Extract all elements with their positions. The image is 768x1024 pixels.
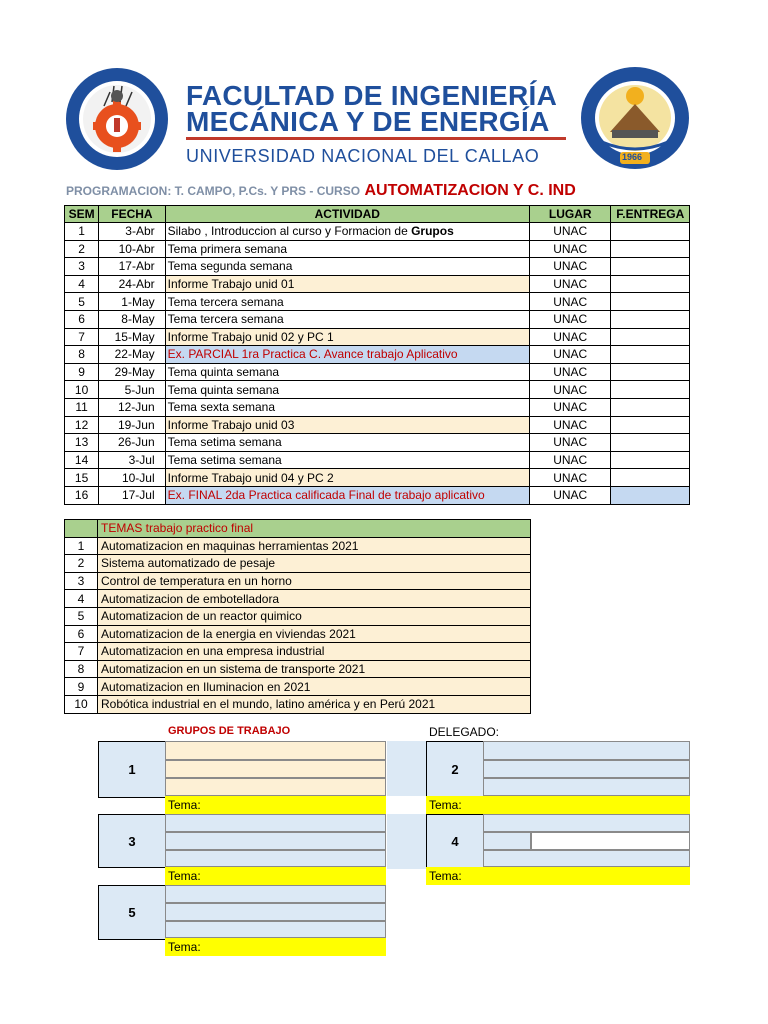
actividad-cell bbox=[165, 434, 529, 452]
group-3-member-slot[interactable] bbox=[165, 850, 386, 867]
actividad-text: Informe Trabajo unid 04 y PC 2 bbox=[167, 470, 334, 485]
fecha-cell: 26-Jun bbox=[99, 434, 165, 452]
actividad-text: Tema setima semana bbox=[167, 435, 282, 450]
actividad-text: Tema segunda semana bbox=[167, 259, 293, 274]
fentrega-cell[interactable] bbox=[611, 451, 690, 469]
group-3-tema[interactable]: Tema: bbox=[165, 867, 386, 885]
lugar-cell: UNAC bbox=[529, 486, 611, 504]
groups-title: GRUPOS DE TRABAJO bbox=[168, 725, 291, 737]
university-subtitle: UNIVERSIDAD NACIONAL DEL CALLAO bbox=[186, 146, 540, 166]
group-4-member-slot[interactable] bbox=[483, 850, 690, 867]
fentrega-cell[interactable] bbox=[611, 434, 690, 452]
group-5-member-slot[interactable] bbox=[165, 921, 386, 938]
fecha-cell: 19-Jun bbox=[99, 416, 165, 434]
group-2-number: 2 bbox=[426, 741, 484, 798]
actividad-cell bbox=[165, 363, 529, 381]
topic-number: 5 bbox=[65, 607, 98, 625]
schedule-row bbox=[65, 240, 690, 258]
topic-row bbox=[65, 643, 531, 661]
topics-header: TEMAS trabajo practico final bbox=[98, 520, 531, 538]
fecha-cell: 24-Abr bbox=[99, 275, 165, 293]
lugar-cell: UNAC bbox=[529, 223, 611, 241]
topics-table bbox=[64, 519, 531, 714]
fentrega-cell[interactable] bbox=[611, 363, 690, 381]
schedule-row bbox=[65, 434, 690, 452]
group-1-tema[interactable]: Tema: bbox=[165, 796, 386, 814]
actividad-text: Informe Trabajo unid 01 bbox=[167, 277, 295, 292]
actividad-cell bbox=[165, 398, 529, 416]
actividad-text: Tema quinta semana bbox=[167, 365, 280, 380]
topic-number: 4 bbox=[65, 590, 98, 608]
topic-row bbox=[65, 537, 531, 555]
fecha-cell: 10-Jul bbox=[99, 469, 165, 487]
col-sem: SEM bbox=[65, 206, 99, 223]
topic-number: 7 bbox=[65, 643, 98, 661]
schedule-row bbox=[65, 223, 690, 241]
lugar-cell: UNAC bbox=[529, 328, 611, 346]
schedule-row bbox=[65, 381, 690, 399]
col-lugar: LUGAR bbox=[529, 206, 611, 223]
fentrega-cell[interactable] bbox=[611, 293, 690, 311]
actividad-text: Tema tercera semana bbox=[167, 294, 284, 309]
topic-row bbox=[65, 555, 531, 573]
lugar-cell: UNAC bbox=[529, 363, 611, 381]
fecha-cell: 1-May bbox=[99, 293, 165, 311]
sem-cell: 11 bbox=[65, 398, 99, 416]
lugar-cell: UNAC bbox=[529, 381, 611, 399]
fentrega-cell[interactable] bbox=[611, 486, 690, 504]
schedule-row bbox=[65, 346, 690, 364]
schedule-row bbox=[65, 275, 690, 293]
sem-cell: 13 bbox=[65, 434, 99, 452]
actividad-cell bbox=[165, 451, 529, 469]
col-fentrega: F.ENTREGA bbox=[611, 206, 690, 223]
schedule-table bbox=[64, 205, 690, 505]
schedule-header-row bbox=[65, 206, 690, 223]
faculty-title-line2: MECÁNICA Y DE ENERGÍA bbox=[186, 106, 550, 137]
fecha-cell: 12-Jun bbox=[99, 398, 165, 416]
group-5-member-slot[interactable] bbox=[165, 885, 386, 903]
actividad-cell bbox=[165, 240, 529, 258]
actividad-text: Ex. FINAL 2da Practica calificada Final de trabajo aplicativo bbox=[167, 488, 485, 503]
header-divider bbox=[186, 137, 566, 140]
actividad-text: Tema setima semana bbox=[167, 453, 282, 468]
sem-cell: 12 bbox=[65, 416, 99, 434]
program-line bbox=[66, 182, 576, 200]
fecha-cell: 3-Abr bbox=[99, 223, 165, 241]
fentrega-cell[interactable] bbox=[611, 398, 690, 416]
fecha-cell: 29-May bbox=[99, 363, 165, 381]
sem-cell: 4 bbox=[65, 275, 99, 293]
actividad-cell bbox=[165, 346, 529, 364]
schedule-row bbox=[65, 416, 690, 434]
topic-text: Automatizacion en Iluminacion en 2021 bbox=[98, 678, 531, 696]
lugar-cell: UNAC bbox=[529, 398, 611, 416]
sem-cell: 10 bbox=[65, 381, 99, 399]
lugar-cell: UNAC bbox=[529, 275, 611, 293]
topic-number: 10 bbox=[65, 695, 98, 713]
lugar-cell: UNAC bbox=[529, 240, 611, 258]
topics-header-blank bbox=[65, 520, 98, 538]
actividad-bold-text: Grupos bbox=[411, 224, 454, 239]
group-4-member-slot[interactable] bbox=[531, 832, 690, 850]
fentrega-cell[interactable] bbox=[611, 469, 690, 487]
sem-cell: 5 bbox=[65, 293, 99, 311]
topic-row bbox=[65, 590, 531, 608]
schedule-row bbox=[65, 310, 690, 328]
topic-number: 2 bbox=[65, 555, 98, 573]
lugar-cell: UNAC bbox=[529, 293, 611, 311]
right-university-seal bbox=[580, 66, 690, 170]
group-spacer-1 bbox=[387, 741, 426, 796]
actividad-text: Tema primera semana bbox=[167, 241, 288, 256]
lugar-cell: UNAC bbox=[529, 434, 611, 452]
topic-text: Automatizacion de un reactor quimico bbox=[98, 607, 531, 625]
sem-cell: 15 bbox=[65, 469, 99, 487]
sem-cell: 3 bbox=[65, 258, 99, 276]
lugar-cell: UNAC bbox=[529, 451, 611, 469]
topic-text: Automatizacion en un sistema de transporte 2021 bbox=[98, 660, 531, 678]
topic-row bbox=[65, 572, 531, 590]
fecha-cell: 5-Jun bbox=[99, 381, 165, 399]
actividad-cell bbox=[165, 416, 529, 434]
fecha-cell: 10-Abr bbox=[99, 240, 165, 258]
actividad-cell bbox=[165, 293, 529, 311]
topic-text: Automatizacion de la energia en viviendas 2021 bbox=[98, 625, 531, 643]
group-1-member-slot[interactable] bbox=[165, 760, 386, 778]
sem-cell: 8 bbox=[65, 346, 99, 364]
fentrega-cell[interactable] bbox=[611, 310, 690, 328]
group-2-member-slot[interactable] bbox=[483, 760, 690, 778]
actividad-cell bbox=[165, 258, 529, 276]
topic-number: 1 bbox=[65, 537, 98, 555]
actividad-text: Tema quinta semana bbox=[167, 382, 280, 397]
fecha-cell: 17-Jul bbox=[99, 486, 165, 504]
group-5-member-slot[interactable] bbox=[165, 903, 386, 921]
actividad-cell bbox=[165, 469, 529, 487]
fentrega-cell[interactable] bbox=[611, 381, 690, 399]
schedule-row bbox=[65, 398, 690, 416]
schedule-row bbox=[65, 293, 690, 311]
actividad-text: Tema sexta semana bbox=[167, 400, 276, 415]
actividad-cell bbox=[165, 223, 529, 241]
sem-cell: 2 bbox=[65, 240, 99, 258]
group-3-number: 3 bbox=[98, 814, 166, 868]
lugar-cell: UNAC bbox=[529, 469, 611, 487]
schedule-row bbox=[65, 258, 690, 276]
left-university-logo bbox=[64, 66, 170, 172]
schedule-row bbox=[65, 486, 690, 504]
topic-text: Sistema automatizado de pesaje bbox=[98, 555, 531, 573]
fentrega-cell[interactable] bbox=[611, 346, 690, 364]
group-3-member-slot[interactable] bbox=[165, 814, 386, 832]
fecha-cell: 15-May bbox=[99, 328, 165, 346]
fentrega-cell[interactable] bbox=[611, 275, 690, 293]
schedule-row bbox=[65, 328, 690, 346]
sem-cell: 7 bbox=[65, 328, 99, 346]
schedule-row bbox=[65, 363, 690, 381]
schedule-row bbox=[65, 469, 690, 487]
sem-cell: 6 bbox=[65, 310, 99, 328]
actividad-text: Ex. PARCIAL 1ra Practica C. Avance trabajo Aplicativo bbox=[167, 347, 458, 362]
group-spacer-2 bbox=[387, 814, 426, 869]
group-4-member-slot[interactable] bbox=[483, 814, 690, 832]
fentrega-cell[interactable] bbox=[611, 416, 690, 434]
actividad-cell bbox=[165, 275, 529, 293]
lugar-cell: UNAC bbox=[529, 416, 611, 434]
lugar-cell: UNAC bbox=[529, 258, 611, 276]
group-4-member-slot[interactable] bbox=[483, 832, 531, 850]
topic-row bbox=[65, 625, 531, 643]
sem-cell: 9 bbox=[65, 363, 99, 381]
actividad-text: Informe Trabajo unid 03 bbox=[167, 417, 295, 432]
actividad-text: Informe Trabajo unid 02 y PC 1 bbox=[167, 329, 334, 344]
col-actividad: ACTIVIDAD bbox=[165, 206, 529, 223]
topic-row bbox=[65, 695, 531, 713]
topic-number: 3 bbox=[65, 572, 98, 590]
group-2-member-slot[interactable] bbox=[483, 741, 690, 760]
fecha-cell: 17-Abr bbox=[99, 258, 165, 276]
course-name: AUTOMATIZACION Y C. IND bbox=[364, 182, 576, 199]
group-5-number: 5 bbox=[98, 885, 166, 940]
topic-number: 8 bbox=[65, 660, 98, 678]
sem-cell: 1 bbox=[65, 223, 99, 241]
actividad-cell bbox=[165, 486, 529, 504]
fentrega-cell[interactable] bbox=[611, 223, 690, 241]
topic-row bbox=[65, 607, 531, 625]
topic-text: Automatizacion de embotelladora bbox=[98, 590, 531, 608]
topic-number: 9 bbox=[65, 678, 98, 696]
group-1-member-slot[interactable] bbox=[165, 778, 386, 796]
actividad-cell bbox=[165, 328, 529, 346]
topic-row bbox=[65, 678, 531, 696]
fecha-cell: 22-May bbox=[99, 346, 165, 364]
schedule-row bbox=[65, 451, 690, 469]
topic-text: Automatizacion en maquinas herramientas 2021 bbox=[98, 537, 531, 555]
group-2-tema[interactable]: Tema: bbox=[426, 796, 690, 814]
actividad-text: Tema tercera semana bbox=[167, 312, 284, 327]
topic-text: Control de temperatura en un horno bbox=[98, 572, 531, 590]
topic-row bbox=[65, 660, 531, 678]
sem-cell: 14 bbox=[65, 451, 99, 469]
lugar-cell: UNAC bbox=[529, 310, 611, 328]
delegate-label: DELEGADO: bbox=[429, 725, 500, 739]
group-3-member-slot[interactable] bbox=[165, 832, 386, 850]
actividad-cell bbox=[165, 310, 529, 328]
actividad-text: Silabo , Introduccion al curso y Formacion de bbox=[167, 224, 412, 239]
lugar-cell: UNAC bbox=[529, 346, 611, 364]
seal-year: 1966 bbox=[622, 152, 643, 162]
group-2-member-slot[interactable] bbox=[483, 778, 690, 796]
group-4-number: 4 bbox=[426, 814, 484, 868]
topic-text: Automatizacion en una empresa industrial bbox=[98, 643, 531, 661]
topic-number: 6 bbox=[65, 625, 98, 643]
col-fecha: FECHA bbox=[99, 206, 165, 223]
fecha-cell: 8-May bbox=[99, 310, 165, 328]
fentrega-cell[interactable] bbox=[611, 258, 690, 276]
group-5-tema[interactable]: Tema: bbox=[165, 938, 386, 956]
sem-cell: 16 bbox=[65, 486, 99, 504]
group-4-tema[interactable]: Tema: bbox=[426, 867, 690, 885]
actividad-cell bbox=[165, 381, 529, 399]
program-prefix: PROGRAMACION: T. CAMPO, P.Cs. Y PRS - CURSO bbox=[66, 184, 361, 198]
faculty-title-line1: FACULTAD DE INGENIERÍA bbox=[186, 80, 558, 111]
topic-text: Robótica industrial en el mundo, latino américa y en Perú 2021 bbox=[98, 695, 531, 713]
fentrega-cell[interactable] bbox=[611, 240, 690, 258]
topics-header-row bbox=[65, 520, 531, 538]
fecha-cell: 3-Jul bbox=[99, 451, 165, 469]
fentrega-cell[interactable] bbox=[611, 328, 690, 346]
group-1-member-slot[interactable] bbox=[165, 741, 386, 760]
group-1-number: 1 bbox=[98, 741, 166, 798]
